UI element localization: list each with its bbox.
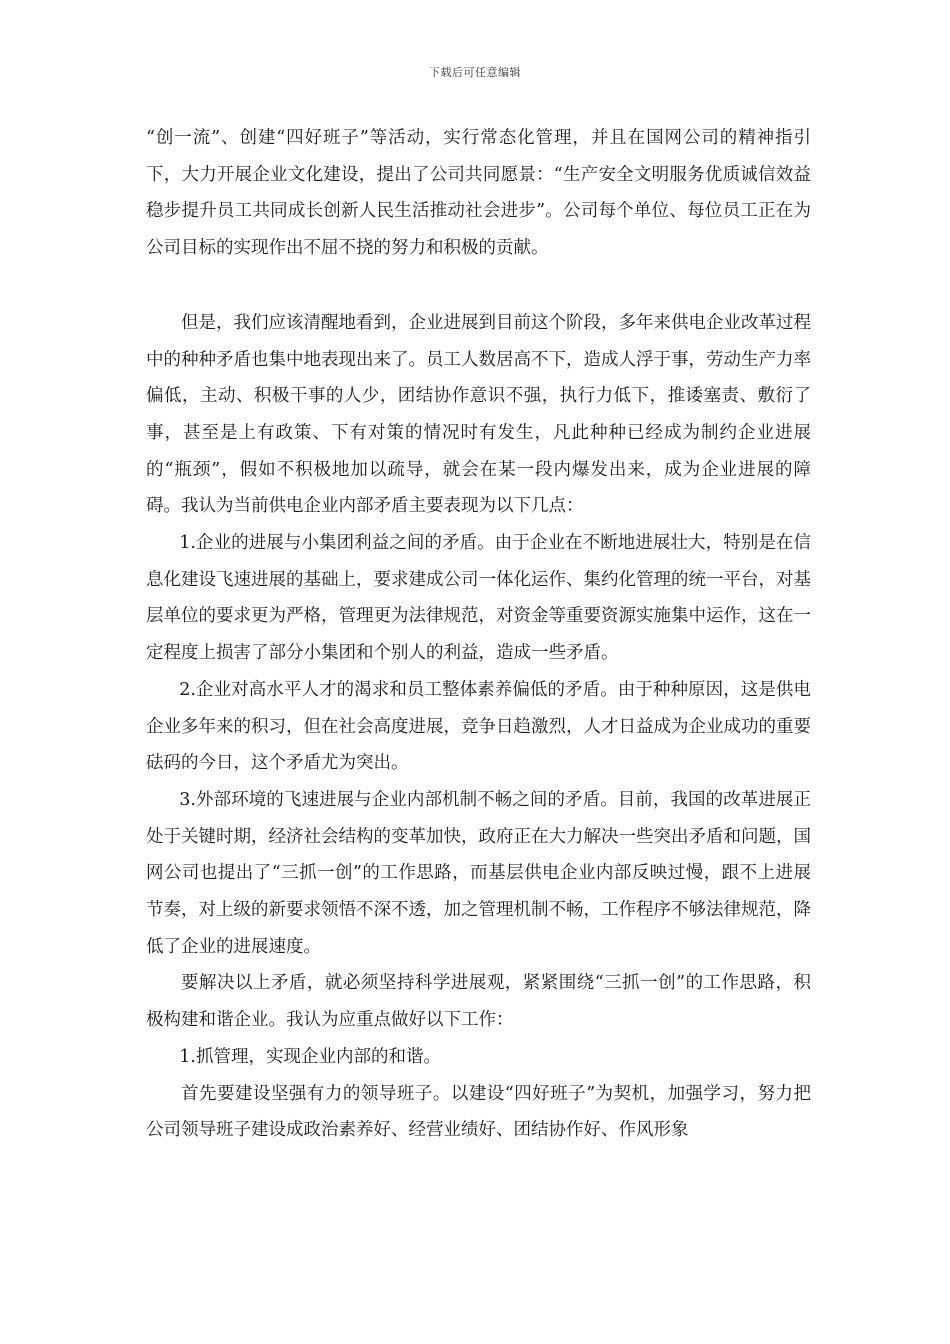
paragraph-company-vision: “创一流”、创建“四好班子”等活动，实行常态化管理，并且在国网公司的精神指引下，大力开展企业文化建设，提出了公司共同愿景：“生产安全文明服务优质诚信效益稳步提升员工共同成长创新人民生活推动社会进步”。公司每个单位、每位员工正在为公司目标的实现作出不屈不挠的努力和积极的贡献。	[146, 128, 811, 259]
list-item-contradiction-1: 1.企业的进展与小集团利益之间的矛盾。由于企业在不断地进展壮大，特别是在信息化建设飞速进展的基础上，要求建成公司一体化运作、集约化管理的统一平台，对基层单位的要求更为严格，管理更为法律规范，对资金等重要资源实施集中运作，这在一定程度上损害了部分小集团和个别人的利益，造成一些矛盾。	[146, 533, 811, 664]
list-item-contradiction-3: 3.外部环境的飞速进展与企业内部机制不畅之间的矛盾。目前，我国的改革进展正处于关键时期，经济社会结构的变革加快，政府正在大力解决一些突出矛盾和问题，国网公司也提出了“三抓一创”的工作思路，而基层供电企业内部反映过慢，跟不上进展节奏，对上级的新要求领悟不深不透，加之管理机制不畅，工作程序不够法律规范，降低了企业的进展速度。	[146, 789, 811, 957]
paragraph-contradictions-intro: 但是，我们应该清醒地看到，企业进展到目前这个阶段，多年来供电企业改革过程中的种种矛盾也集中地表现出来了。员工人数居高不下，造成人浮于事，劳动生产力率偏低，主动、积极干事的人少，团结协作意识不强，执行力低下，推诿塞责、敷衍了事，甚至是上有政策、下有对策的情况时有发生，凡此种种已经成为制约企业进展的“瓶颈”，假如不积极地加以疏导，就会在某一段内爆发出来，成为企业进展的障碍。我认为当前供电企业内部矛盾主要表现为以下几点：	[146, 312, 811, 517]
paragraph-spacer	[146, 267, 811, 305]
paragraph-solutions-intro: 要解决以上矛盾，就必须坚持科学进展观，紧紧围绕“三抓一创”的工作思路，积极构建和谐企业。我认为应重点做好以下工作：	[146, 973, 811, 1031]
paragraph-leadership: 首先要建设坚强有力的领导班子。以建设“四好班子”为契机，加强学习，努力把公司领导班子建设成政治素养好、经营业绩好、团结协作好、作风形象	[146, 1083, 811, 1141]
list-item-solution-1: 1.抓管理，实现企业内部的和谐。	[179, 1046, 441, 1067]
list-item-contradiction-2: 2.企业对高水平人才的渴求和员工整体素养偏低的矛盾。由于种种原因，这是供电企业多年来的积习，但在社会高度进展，竞争日趋激烈，人才日益成为企业成功的重要砝码的今日，这个矛盾尤为突出。	[146, 679, 811, 774]
page-header: 下载后可任意编辑	[429, 66, 521, 79]
document-body	[146, 120, 811, 1149]
